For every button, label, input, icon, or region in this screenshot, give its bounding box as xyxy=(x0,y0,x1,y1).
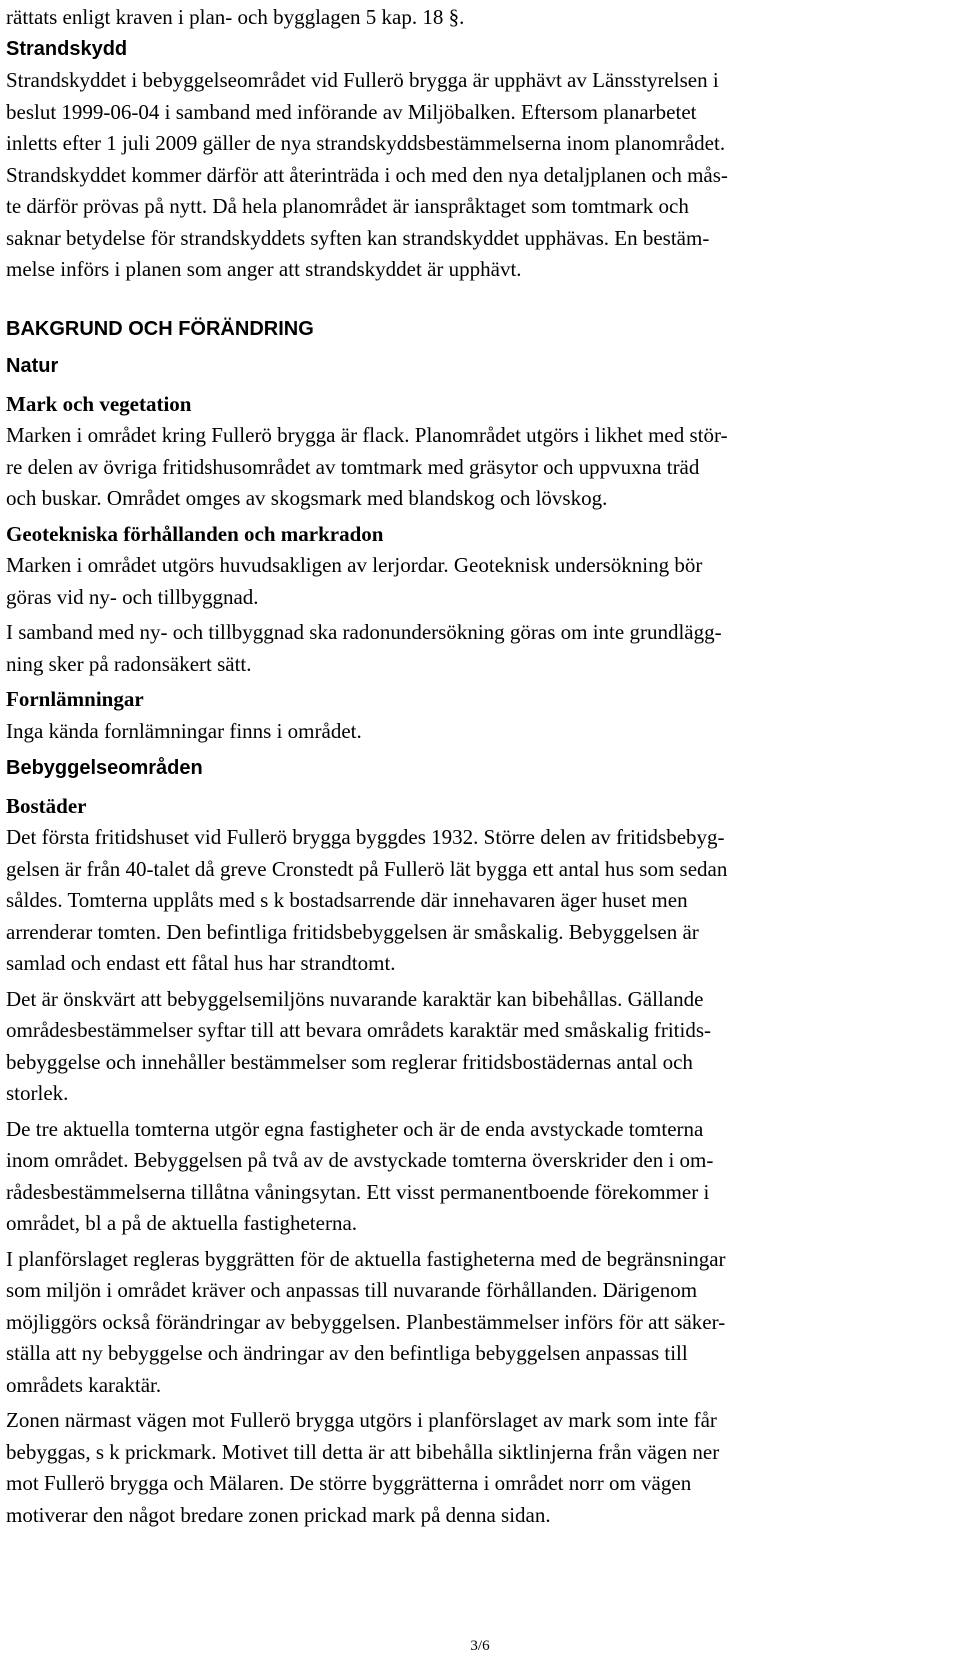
paragraph-mark-och-vegetation xyxy=(6,420,954,515)
text-line: ning sker på radonsäkert sätt. xyxy=(6,651,252,676)
subheading-geoteknik: Geotekniska förhållanden och markradon xyxy=(6,521,384,546)
subheading-bebyggelseomraden: Bebyggelseområden xyxy=(6,757,203,779)
text-line: beslut 1999-06-04 i samband med införande av Miljöbalken. Eftersom planarbetet xyxy=(6,99,697,124)
text-line: re delen av övriga fritidshusområdet av tomtmark med gräsytor och uppvuxna träd xyxy=(6,454,700,479)
page-number: 3/6 xyxy=(470,1638,490,1654)
subheading-bostader: Bostäder xyxy=(6,793,87,818)
paragraph-bostader-2 xyxy=(6,984,954,1110)
heading-strandskydd: Strandskydd xyxy=(6,37,128,60)
text-line: I planförslaget regleras byggrätten för de aktuella fastigheterna med de begränsningar xyxy=(6,1246,726,1271)
text-line: bebyggelse och innehåller bestämmelser som reglerar fritidsbostädernas antal och xyxy=(6,1049,693,1074)
text-line: De tre aktuella tomterna utgör egna fastigheter och är de enda avstyckade tomterna xyxy=(6,1116,704,1141)
section-heading-bakgrund: BAKGRUND OCH FÖRÄNDRING xyxy=(6,317,314,340)
text-line: storlek. xyxy=(6,1081,69,1105)
text-line: samlad och endast ett fåtal hus har strandtomt. xyxy=(6,951,396,975)
text-line: rättats enligt kraven i plan- och bygglagen 5 kap. 18 §. xyxy=(6,5,465,29)
text-line: te därför prövas på nytt. Då hela planområdet är ianspråktaget som tomtmark och xyxy=(6,194,689,218)
text-line: och buskar. Området omges av skogsmark med blandskog och lövskog. xyxy=(6,486,608,510)
document-page xyxy=(6,2,954,1531)
text-line: området, bl a på de aktuella fastigheterna. xyxy=(6,1211,358,1235)
text-line: mot Fullerö brygga och Mälaren. De större byggrätterna i området norr om vägen xyxy=(6,1471,692,1495)
text-line: såldes. Tomterna upplåts med s k bostadsarrende där innehavaren äger huset men xyxy=(6,888,688,912)
paragraph-bostader-1 xyxy=(6,822,954,980)
text-line: ställa att ny bebyggelse och ändringar av den befintliga bebyggelsen anpassas till xyxy=(6,1341,688,1365)
continuation-line xyxy=(6,2,954,34)
paragraph-fornlamningar xyxy=(6,716,954,748)
text-line: områdets karaktär. xyxy=(6,1372,162,1397)
text-line: bebyggas, s k prickmark. Motivet till detta är att bibehålla siktlinjerna från vägen ner xyxy=(6,1439,720,1464)
subheading-natur: Natur xyxy=(6,355,59,377)
subheading-mark-och-vegetation: Mark och vegetation xyxy=(6,391,192,416)
text-line: Det första fritidshuset vid Fullerö brygga byggdes 1932. Större delen av fritidsbebyg- xyxy=(6,825,725,849)
text-line: inletts efter 1 juli 2009 gäller de nya strandskyddsbestämmelserna inom planområdet. xyxy=(6,131,726,155)
text-line: rådesbestämmelserna tillåtna våningsytan. Ett visst permanentboende förekommer i xyxy=(6,1179,710,1204)
paragraph-bostader-3 xyxy=(6,1114,954,1240)
text-line: möjliggörs också förändringar av bebyggelsen. Planbestämmelser införs för att säker- xyxy=(6,1309,726,1334)
text-line: melse införs i planen som anger att strandskyddet är upphävt. xyxy=(6,257,522,281)
paragraph-bostader-5 xyxy=(6,1405,954,1531)
text-line: Det är önskvärt att bebyggelsemiljöns nuvarande karaktär kan bibehållas. Gällande xyxy=(6,986,704,1011)
text-line: Marken i området utgörs huvudsakligen av lerjordar. Geoteknisk undersökning bör xyxy=(6,553,703,577)
subheading-fornlamningar: Fornlämningar xyxy=(6,687,144,711)
text-line: Zonen närmast vägen mot Fullerö brygga utgörs i planförslaget av mark som inte får xyxy=(6,1408,717,1432)
text-line: inom området. Bebyggelsen på två av de avstyckade tomterna överskrider den i om- xyxy=(6,1148,714,1172)
paragraph-radon xyxy=(6,617,954,680)
text-line: motiverar den något bredare zonen prickad mark på denna sidan. xyxy=(6,1502,551,1527)
text-line: arrenderar tomten. Den befintliga fritidsbebyggelsen är småskalig. Bebyggelsen är xyxy=(6,919,699,944)
text-line: Inga kända fornlämningar finns i området. xyxy=(6,718,362,743)
text-line: göras vid ny- och tillbyggnad. xyxy=(6,584,259,609)
text-line: Strandskyddet i bebyggelseområdet vid Fullerö brygga är upphävt av Länsstyrelsen i xyxy=(6,68,719,92)
text-line: Strandskyddet kommer därför att återinträda i och med den nya detaljplanen och mås- xyxy=(6,162,728,187)
text-line: Marken i området kring Fullerö brygga är flack. Planområdet utgörs i likhet med stör- xyxy=(6,423,728,447)
paragraph-bostader-4 xyxy=(6,1244,954,1402)
text-line: områdesbestämmelser syftar till att bevara områdets karaktär med småskalig fritids- xyxy=(6,1018,712,1042)
paragraph-geoteknik xyxy=(6,550,954,613)
paragraph-strandskydd xyxy=(6,65,954,286)
text-line: saknar betydelse för strandskyddets syften kan strandskyddet upphävas. En bestäm- xyxy=(6,225,710,250)
text-line: I samband med ny- och tillbyggnad ska radonundersökning göras om inte grundlägg- xyxy=(6,620,722,644)
text-line: gelsen är från 40-talet då greve Cronstedt på Fullerö lät bygga ett antal hus som sedan xyxy=(6,856,728,881)
text-line: som miljön i området kräver och anpassas till nuvarande förhållanden. Därigenom xyxy=(6,1278,698,1302)
